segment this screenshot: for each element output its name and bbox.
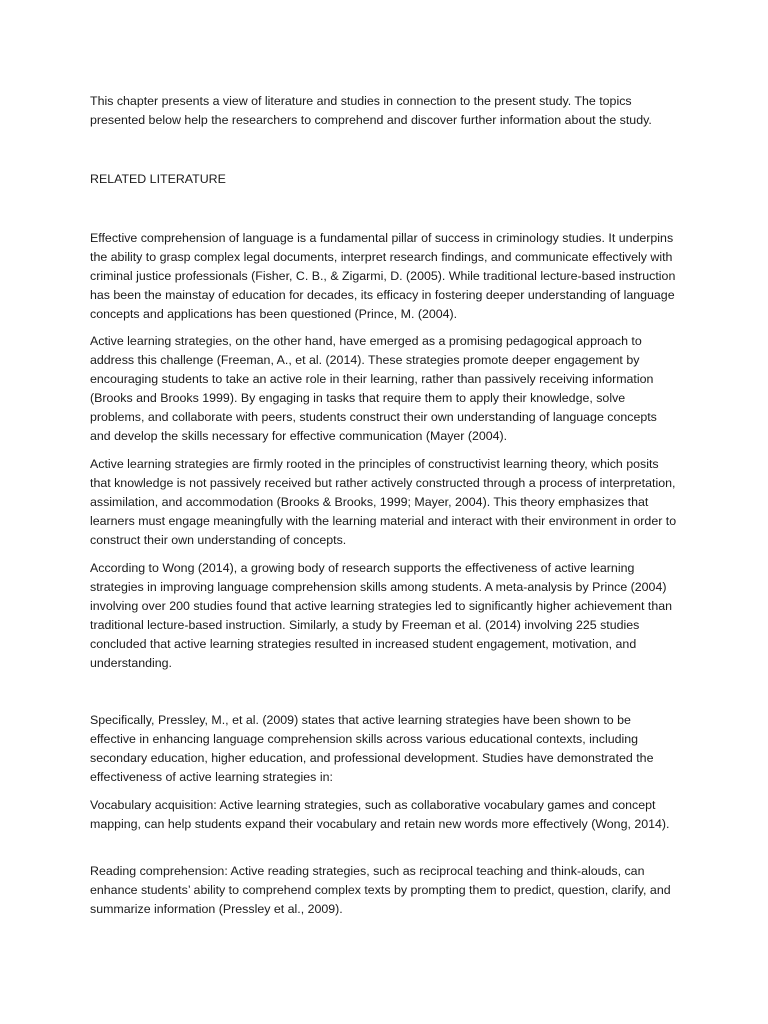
body-paragraph: Effective comprehension of language is a fundamental pillar of success in criminology studies. It underpins the ability to grasp complex legal documents, interpret research findings, and communicate effectively with criminal justice professionals (Fisher, C. B., & Zigarmi, D. (2005). While traditional lecture-based instruction has been the mainstay of education for decades, its efficacy in fostering deeper understanding of language concepts and applications has been questioned (Prince, M. (2004). (90, 231, 676, 321)
body-paragraph: Vocabulary acquisition: Active learning strategies, such as collaborative vocabulary games and concept mapping, can help students expand their vocabulary and retain new words more effectively (Wong, 2014). (90, 798, 670, 831)
body-paragraph: Active learning strategies are firmly rooted in the principles of constructivist learning theory, which posits that knowledge is not passively received but rather actively constructed through a process of interpretation, assimilation, and accommodation (Brooks & Brooks, 1999; Mayer, 2004). This theory emphasizes that learners must engage meaningfully with the learning material and interact with their environment in order to construct their own understanding of concepts. (90, 457, 677, 547)
intro-paragraph: This chapter presents a view of literature and studies in connection to the present study. The topics presented below help the researchers to comprehend and discover further information about the study. (90, 94, 652, 127)
body-paragraph: Reading comprehension: Active reading strategies, such as reciprocal teaching and think-alouds, can enhance students’ ability to comprehend complex texts by prompting them to predict, question, clarify, and summarize information (Pressley et al., 2009). (90, 864, 671, 916)
body-paragraph: According to Wong (2014), a growing body of research supports the effectiveness of active learning strategies in improving language comprehension skills among students. A meta-analysis by Prince (2004) involving over 200 studies found that active learning strategies led to significantly higher achievement than traditional lecture-based instruction. Similarly, a study by Freeman et al. (2014) involving 225 studies concluded that active learning strategies resulted in increased student engagement, motivation, and understanding. (90, 561, 673, 670)
section-heading: RELATED LITERATURE (90, 172, 226, 186)
body-paragraph: Specifically, Pressley, M., et al. (2009) states that active learning strategies have been shown to be effective in enhancing language comprehension skills across various educational contexts, including secondary education, higher education, and professional development. Studies have demonstrated the effectiveness of active learning strategies in: (90, 713, 654, 784)
body-paragraph: Active learning strategies, on the other hand, have emerged as a promising pedagogical approach to address this challenge (Freeman, A., et al. (2014). These strategies promote deeper engagement by encouraging students to take an active role in their learning, rather than passively receiving information (Brooks and Brooks 1999). By engaging in tasks that require them to apply their knowledge, solve problems, and collaborate with peers, students construct their own understanding of language concepts and develop the skills necessary for effective communication (Mayer (2004). (90, 334, 657, 443)
